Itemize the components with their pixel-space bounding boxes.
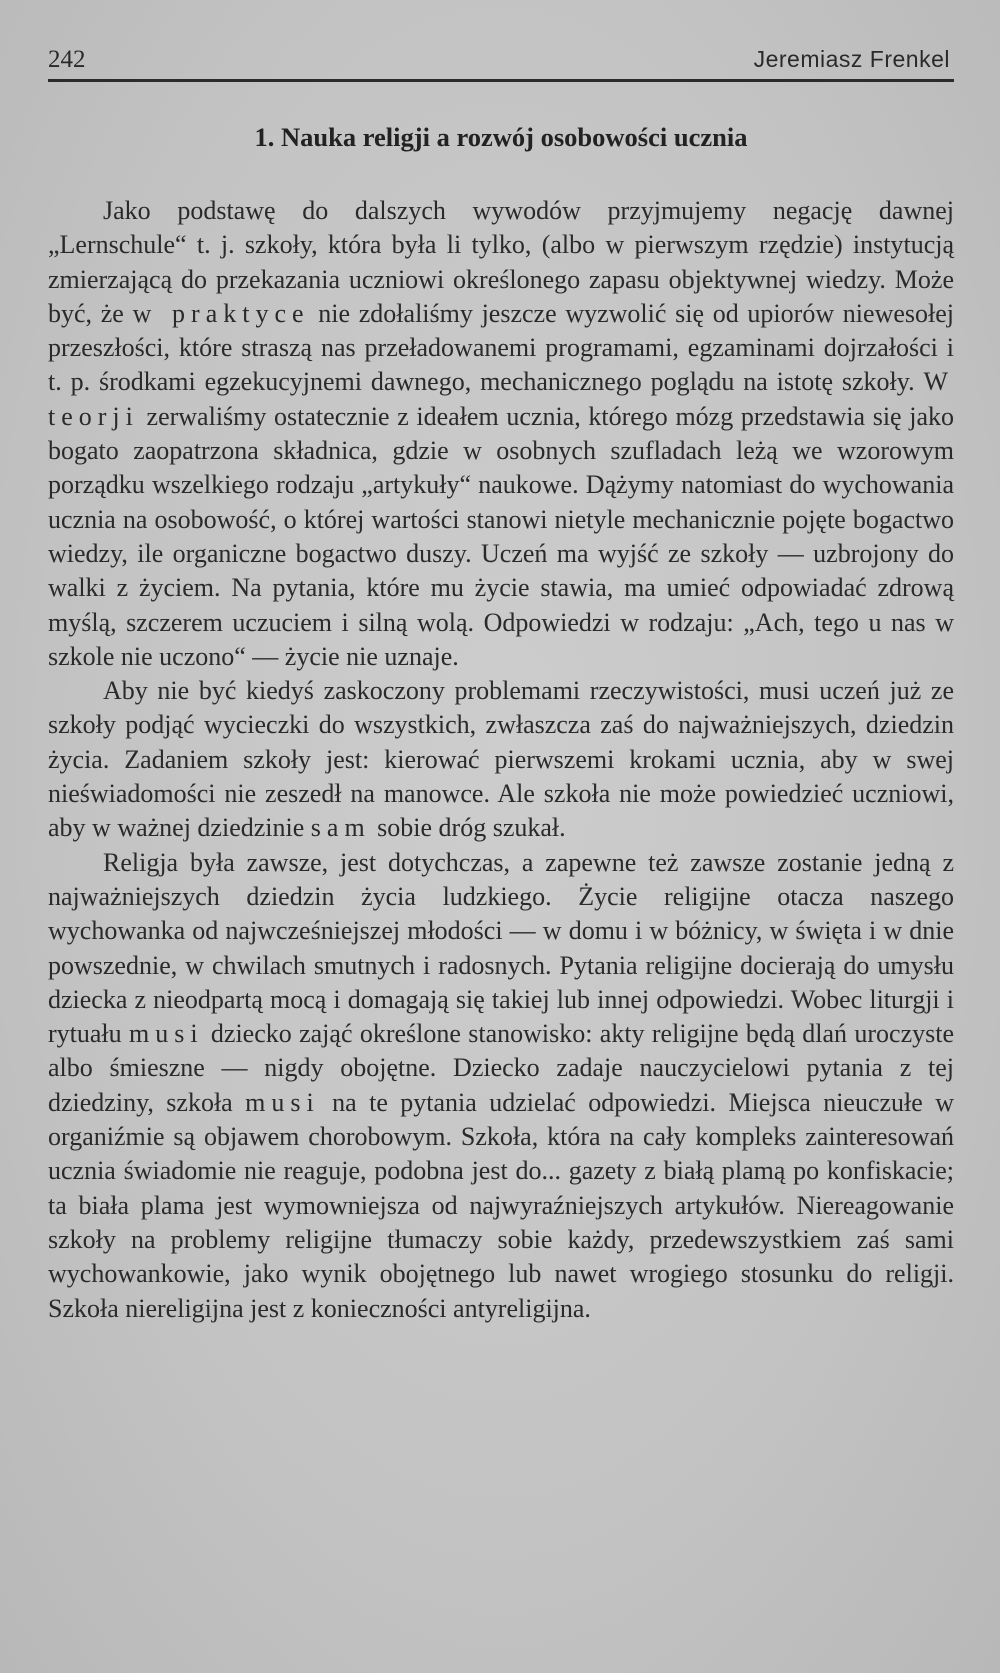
emphasis-w-praktyce: w praktyce: [132, 298, 310, 328]
header-rule: [48, 79, 954, 82]
paragraph-2-text-a: Aby nie być kiedyś zaskoczony problemami rzeczywistości, musi uczeń już ze szkoły podjąć wycieczki do wszystkich, zwłaszcza zaś do najważniejszych, dziedzin życia. Zadaniem szkoły jest: kierować pierwszemi krokami ucznia, aby w swej nieświadomości nie zeszedł na manowce. Ale szkoła nie może powiedzieć uczniowi, aby w ważnej dziedzinie: [48, 676, 954, 843]
paragraph-1-text-c: zerwaliśmy ostatecznie z ideałem ucznia, którego mózg przedstawia się jako bogato zaopatrzona składnica, gdzie w osobnych szufladach leżą we wzorowym porządku wszelkiego rodzaju „artykuły“ naukowe. Dążymy natomiast do wychowania ucznia na osobowość, o której wartości stanowi nietyle mechanicznie pojęte bogactwo wiedzy, ile organiczne bogactwo duszy. Uczeń ma wyjść ze szkoły — uzbrojony do walki z życiem. Na pytania, które mu życie stawia, ma umieć odpowiadać zdrową myślą, szczerem uczuciem i silną wolą. Odpowiedzi w rodzaju: „Ach, tego u nas w szkole nie uczono“ — życie nie uznaje.: [48, 401, 955, 671]
running-head-author: Jeremiasz Frenkel: [753, 46, 950, 72]
paragraph-3-text-b: dziecko zająć określone stanowisko: akty religijne będą dlań uroczyste albo śmieszne — nigdy obojętne. Dziecko zadaje nauczycielowi pytania z tej dziedziny, szkoła: [48, 1019, 955, 1117]
running-head: [48, 44, 954, 75]
page-number: 242: [48, 46, 86, 73]
paragraph-2-text-b: sobie dróg szukał.: [377, 813, 566, 843]
emphasis-sam: sam: [310, 813, 371, 843]
body-text: [48, 194, 954, 1326]
paragraph-3-text-c: na te pytania udzielać odpowiedzi. Miejsca nieuczułe w organiźmie są objawem chorobowym. Szkoła, która na cały kompleks zainteresowań ucznia świadomie nie reaguje, podobna jest do... gazety z białą plamą po konfiskacie; ta biała plama jest wymowniejsza od najwyraźniejszych artykułów. Niereagowanie szkoły na problemy religijne tłumaczy sobie każdy, przedewszystkiem zaś sami wychowankowie, jako wynik obojętnego lub nawet wrogiego stosunku do religji. Szkoła niereligijna jest z konieczności antyreligijna.: [48, 1087, 954, 1323]
emphasis-w-teorji: W teorji: [48, 367, 954, 431]
paragraph-1-text-a: Jako podstawę do dalszych wywodów przyjmujemy negację dawnej „Lernschule“ t. j. szkoły, która była li tylko, (albo w pierwszym rzędzie) instytucją zmierzającą do przekazania uczniowi określonego zapasu objektywnej wiedzy. Może być, że: [48, 196, 954, 328]
emphasis-musi-2: musi: [245, 1087, 320, 1117]
paragraph-1: [48, 194, 954, 674]
emphasis-musi-1: musi: [129, 1019, 204, 1049]
paragraph-3: [48, 846, 954, 1326]
section-title: 1. Nauka religji a rozwój osobowości ucznia: [254, 122, 748, 152]
paragraph-3-text-a: Religja była zawsze, jest dotychczas, a zapewne też zawsze zostanie jedną z najważniejszych dziedzin życia ludzkiego. Życie religijne otacza naszego wychowanka od najwcześniejszej młodości — w domu i w bóżnicy, w święta i w dnie powszednie, w chwilach smutnych i radosnych. Pytania religijne docierają do umysłu dziecka z nieodpartą mocą i domagają się takiej lub innej odpowiedzi. Wobec liturgji i rytuału: [48, 847, 954, 1049]
paragraph-2: [48, 674, 954, 845]
paragraph-1-text-b: nie zdołaliśmy jeszcze wyzwolić się od upiorów niewesołej przeszłości, które straszą nas przeładowanemi programami, egzaminami dojrzałości i t. p. środkami egzekucyjnemi dawnego, mechanicznego poglądu na istotę szkoły.: [48, 298, 954, 397]
